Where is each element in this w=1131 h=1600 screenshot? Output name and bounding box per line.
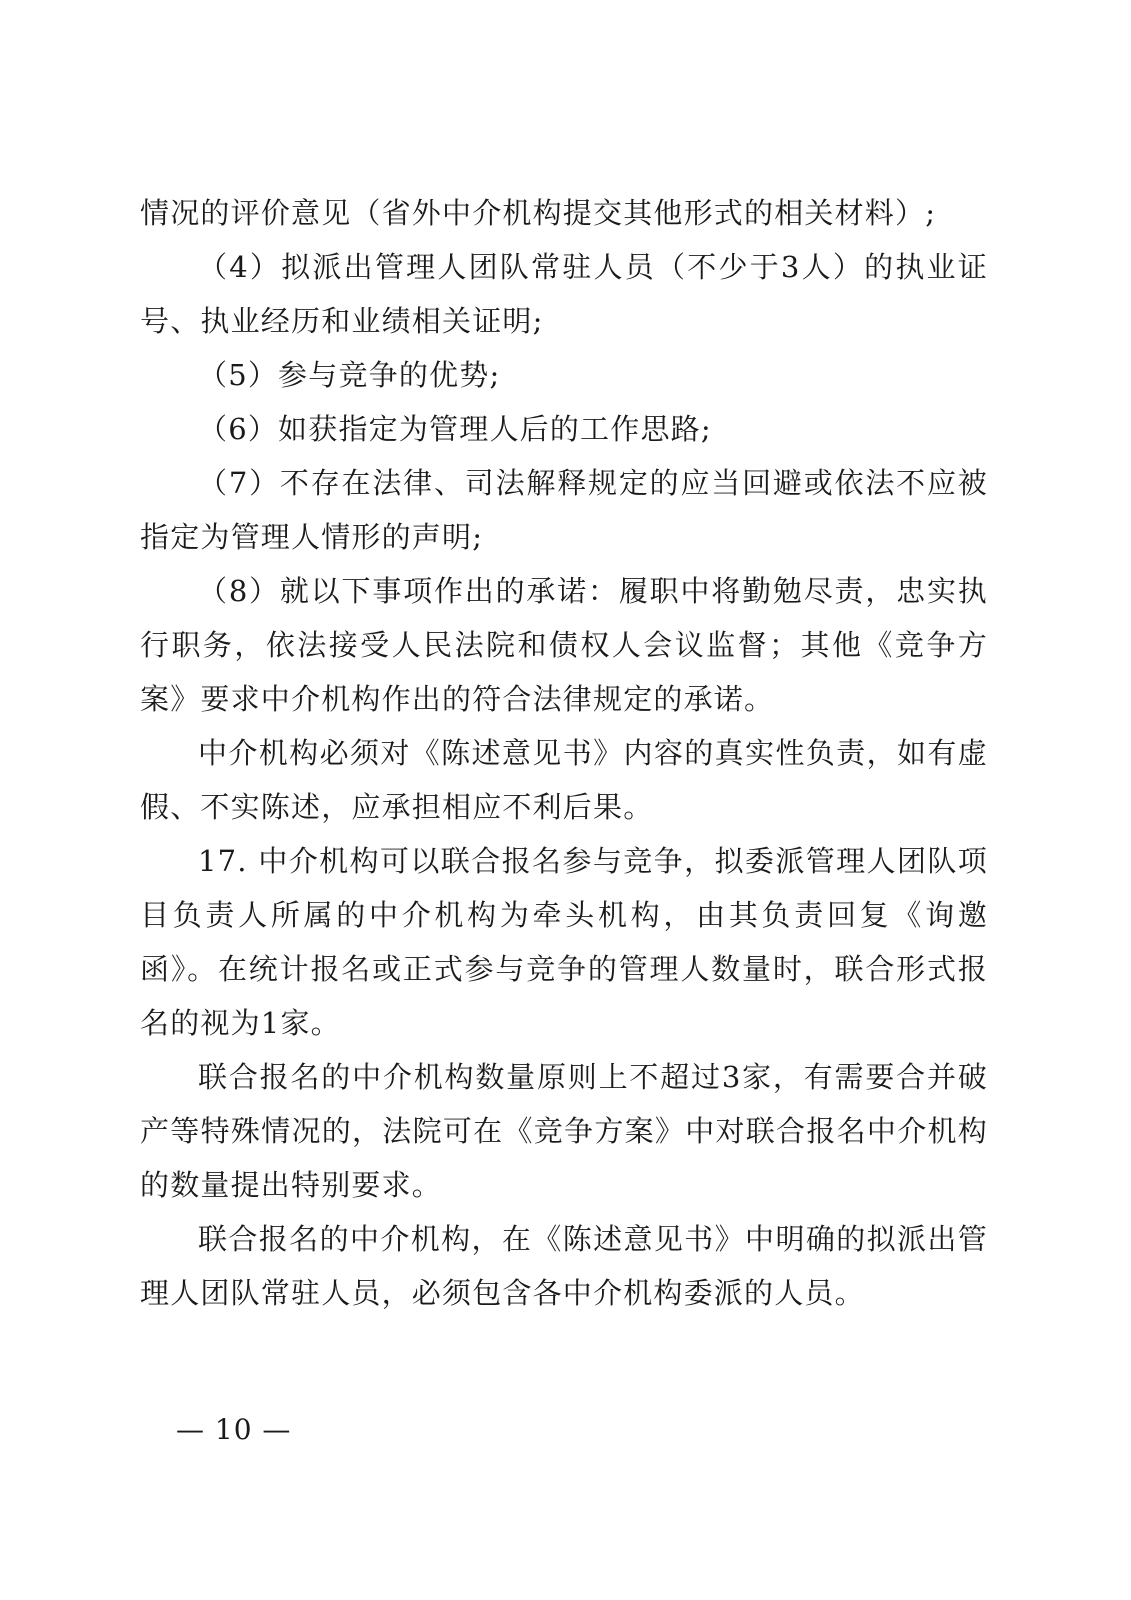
paragraph-5: （7）不存在法律、司法解释规定的应当回避或依法不应被指定为管理人情形的声明; [140,466,988,554]
paragraph-1: 情况的评价意见（省外中介机构提交其他形式的相关材料）; [140,196,937,230]
paragraph-2: （4）拟派出管理人团队常驻人员（不少于3人）的执业证号、执业经历和业绩相关证明; [140,250,988,338]
paragraph-4: （6）如获指定为管理人后的工作思路; [198,412,712,446]
page-number: — 10 — [176,1413,292,1446]
paragraph-9: 联合报名的中介机构数量原则上不超过3家，有需要合并破产等特殊情况的，法院可在《竞争方案》中对联合报名中介机构的数量提出特别要求。 [140,1060,988,1202]
document-body [140,186,988,1320]
paragraph-6: （8）就以下事项作出的承诺：履职中将勤勉尽责，忠实执行职务，依法接受人民法院和债权人会议监督；其他《竞争方案》要求中介机构作出的符合法律规定的承诺。 [140,574,988,716]
paragraph-7: 中介机构必须对《陈述意见书》内容的真实性负责，如有虚假、不实陈述，应承担相应不利后果。 [140,736,988,824]
paragraph-3: （5）参与竞争的优势; [198,358,501,392]
paragraph-10: 联合报名的中介机构，在《陈述意见书》中明确的拟派出管理人团队常驻人员，必须包含各中介机构委派的人员。 [140,1222,988,1310]
paragraph-8: 17. 中介机构可以联合报名参与竞争，拟委派管理人团队项目负责人所属的中介机构为牵头机构，由其负责回复《询邀函》。在统计报名或正式参与竞争的管理人数量时，联合形式报名的视为1家。 [140,844,988,1040]
